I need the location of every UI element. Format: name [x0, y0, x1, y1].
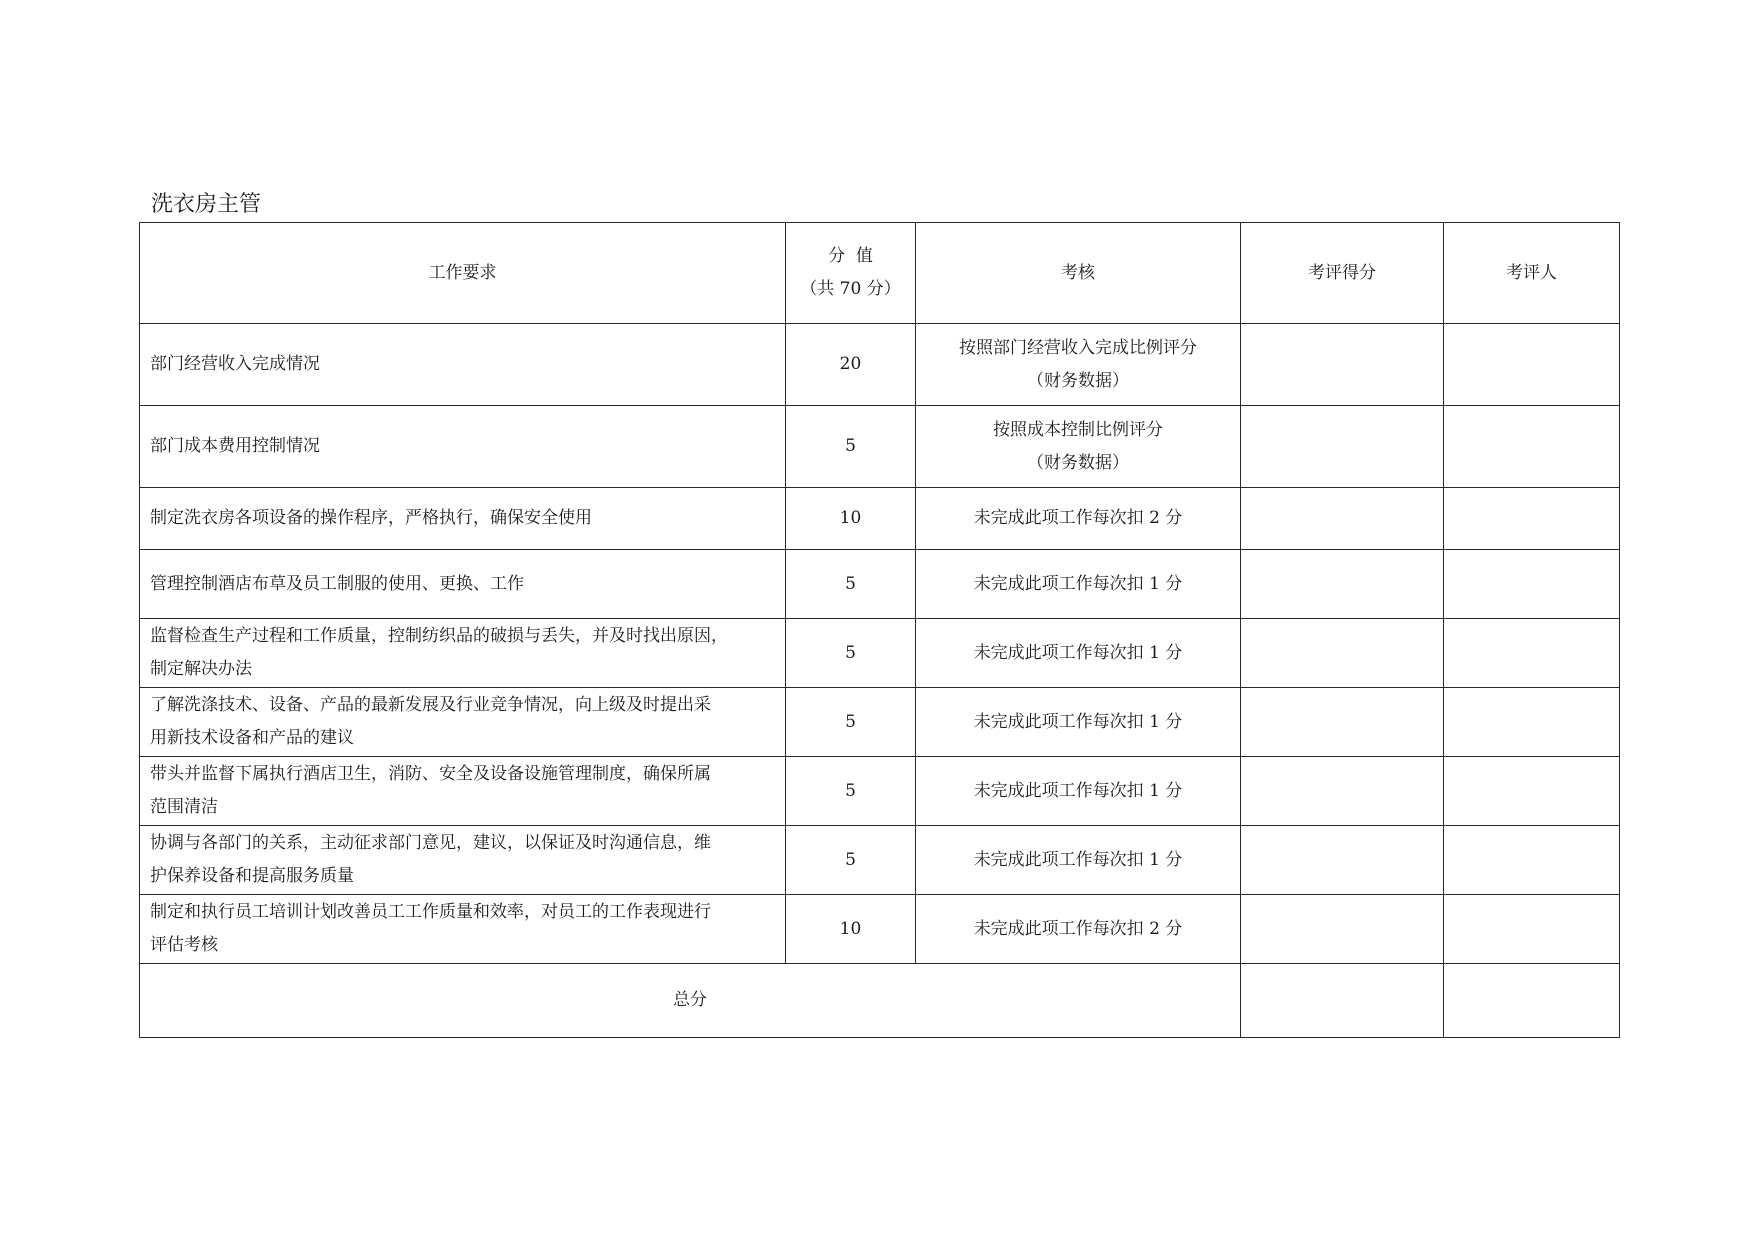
table-row	[140, 688, 1620, 757]
assessment-cell: 未完成此项工作每次扣 1 分	[916, 826, 1241, 895]
score-cell[interactable]	[1241, 488, 1444, 550]
evaluator-cell[interactable]	[1444, 895, 1620, 964]
document-title: 洗衣房主管	[151, 192, 262, 217]
table-row	[140, 619, 1620, 688]
table-row	[140, 826, 1620, 895]
header-assessment: 考核	[916, 223, 1241, 324]
assessment-cell	[916, 406, 1241, 488]
score-cell[interactable]	[1241, 550, 1444, 619]
score-cell[interactable]	[1241, 324, 1444, 406]
assessment-cell: 未完成此项工作每次扣 1 分	[916, 550, 1241, 619]
requirement-cell: 部门成本费用控制情况	[140, 406, 786, 488]
requirement-cell: 管理控制酒店布草及员工制服的使用、更换、工作	[140, 550, 786, 619]
requirement-line2: 用新技术设备和产品的建议	[150, 728, 354, 748]
assessment-cell: 未完成此项工作每次扣 2 分	[916, 488, 1241, 550]
header-points-line1: 分 值	[828, 246, 873, 266]
evaluation-table	[139, 222, 1620, 1038]
score-cell[interactable]	[1241, 406, 1444, 488]
header-points-line2: （共 70 分）	[800, 279, 901, 299]
requirement-line2: 评估考核	[150, 935, 218, 955]
evaluator-cell[interactable]	[1444, 688, 1620, 757]
requirement-line1: 带头并监督下属执行酒店卫生，消防、安全及设备设施管理制度，确保所属	[150, 764, 711, 784]
evaluator-cell[interactable]	[1444, 550, 1620, 619]
assessment-cell: 未完成此项工作每次扣 1 分	[916, 619, 1241, 688]
assessment-cell: 未完成此项工作每次扣 1 分	[916, 757, 1241, 826]
evaluator-cell[interactable]	[1444, 826, 1620, 895]
score-cell[interactable]	[1241, 757, 1444, 826]
score-cell[interactable]	[1241, 826, 1444, 895]
header-evaluator: 考评人	[1444, 223, 1620, 324]
assessment-line2: （财务数据）	[1027, 452, 1129, 473]
table-header-row	[140, 223, 1620, 324]
requirement-line1: 了解洗涤技术、设备、产品的最新发展及行业竞争情况，向上级及时提出采	[150, 695, 711, 715]
table-row	[140, 324, 1620, 406]
header-score: 考评得分	[1241, 223, 1444, 324]
requirement-line2: 护保养设备和提高服务质量	[150, 866, 354, 886]
points-cell: 10	[786, 488, 916, 550]
points-cell: 5	[786, 757, 916, 826]
score-cell[interactable]	[1241, 688, 1444, 757]
points-cell: 5	[786, 550, 916, 619]
table-row	[140, 550, 1620, 619]
requirement-line1: 监督检查生产过程和工作质量，控制纺织品的破损与丢失，并及时找出原因，	[150, 626, 728, 646]
requirement-cell: 制定洗衣房各项设备的操作程序，严格执行，确保安全使用	[140, 488, 786, 550]
requirement-cell: 部门经营收入完成情况	[140, 324, 786, 406]
requirement-line1: 协调与各部门的关系，主动征求部门意见，建议，以保证及时沟通信息，维	[150, 833, 711, 853]
points-cell: 20	[786, 324, 916, 406]
total-score-cell[interactable]	[1241, 964, 1444, 1038]
table-row	[140, 406, 1620, 488]
score-cell[interactable]	[1241, 895, 1444, 964]
assessment-cell	[916, 324, 1241, 406]
total-row	[140, 964, 1620, 1038]
total-evaluator-cell[interactable]	[1444, 964, 1620, 1038]
points-cell: 5	[786, 406, 916, 488]
requirement-cell	[140, 688, 786, 757]
points-cell: 5	[786, 826, 916, 895]
total-label: 总分	[140, 964, 1241, 1038]
table-row	[140, 488, 1620, 550]
assessment-line2: （财务数据）	[1027, 370, 1129, 391]
evaluator-cell[interactable]	[1444, 406, 1620, 488]
score-cell[interactable]	[1241, 619, 1444, 688]
points-cell: 5	[786, 688, 916, 757]
header-requirement: 工作要求	[140, 223, 786, 324]
requirement-cell	[140, 619, 786, 688]
requirement-line2: 范围清洁	[150, 797, 218, 817]
requirement-cell	[140, 826, 786, 895]
evaluator-cell[interactable]	[1444, 757, 1620, 826]
requirement-line2: 制定解决办法	[150, 659, 252, 679]
evaluator-cell[interactable]	[1444, 324, 1620, 406]
points-cell: 10	[786, 895, 916, 964]
requirement-cell	[140, 757, 786, 826]
assessment-cell: 未完成此项工作每次扣 2 分	[916, 895, 1241, 964]
points-cell: 5	[786, 619, 916, 688]
table-row	[140, 757, 1620, 826]
header-points	[786, 223, 916, 324]
evaluator-cell[interactable]	[1444, 488, 1620, 550]
table-row	[140, 895, 1620, 964]
requirement-cell	[140, 895, 786, 964]
evaluator-cell[interactable]	[1444, 619, 1620, 688]
assessment-line1: 按照部门经营收入完成比例评分	[959, 337, 1197, 358]
requirement-line1: 制定和执行员工培训计划改善员工工作质量和效率，对员工的工作表现进行	[150, 902, 711, 922]
assessment-cell: 未完成此项工作每次扣 1 分	[916, 688, 1241, 757]
assessment-line1: 按照成本控制比例评分	[993, 419, 1163, 440]
